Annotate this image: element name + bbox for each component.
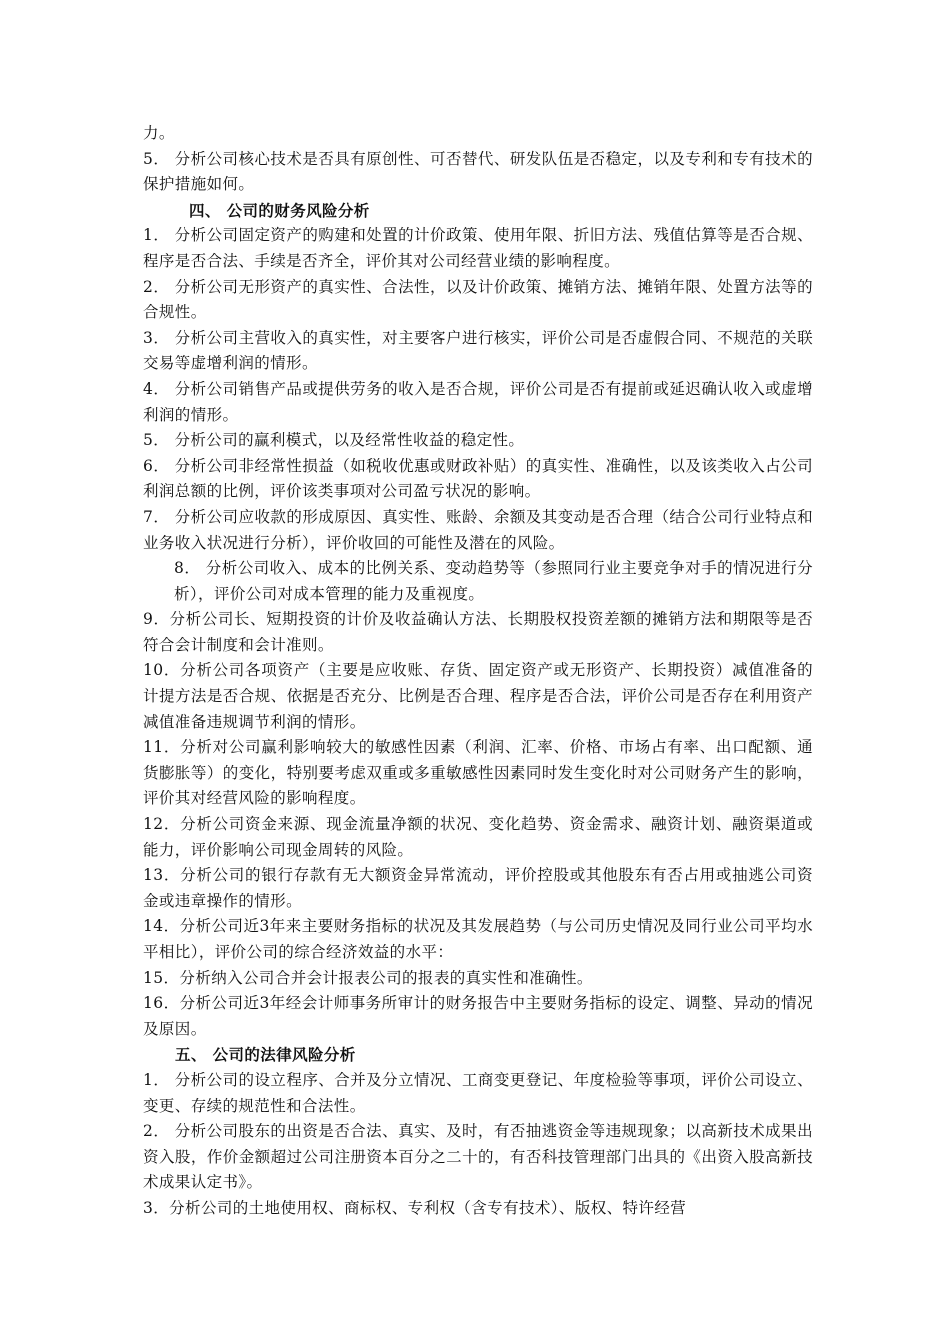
paragraph: 2． 分析公司无形资产的真实性、合法性，以及计价政策、摊销方法、摊销年限、处置方法等的合规性。 <box>143 277 813 322</box>
paragraph: 1． 分析公司固定资产的购建和处置的计价政策、使用年限、折旧方法、残值估算等是否合规、程序是否合法、手续是否齐全，评价其对公司经营业绩的影响程度。 <box>143 226 813 270</box>
paragraph: 12．分析公司资金来源、现金流量净额的状况、变化趋势、资金需求、融资计划、融资渠道或能力，评价影响公司现金周转的风险。 <box>143 815 813 859</box>
paragraph: 16．分析公司近3年经会计师事务所审计的财务报告中主要财务指标的设定、调整、异动的情况及原因。 <box>143 994 813 1038</box>
paragraph: 4． 分析公司销售产品或提供劳务的收入是否合规，评价公司是否有提前或延迟确认收入或虚增利润的情形。 <box>143 379 813 424</box>
paragraph: 6． 分析公司非经常性损益（如税收优惠或财政补贴）的真实性、准确性，以及该类收入占公司利润总额的比例，评价该类事项对公司盈亏状况的影响。 <box>143 456 813 501</box>
section-heading: 四、 公司的财务风险分析 <box>189 200 370 220</box>
paragraph: 2． 分析公司股东的出资是否合法、真实、及时，有否抽逃资金等违规现象；以高新技术成果出资入股，作价金额超过公司注册资本百分之二十的，有否科技管理部门出具的《出资入股高新技术成果认定书》。 <box>143 1122 813 1192</box>
section-heading: 五、 公司的法律风险分析 <box>175 1045 356 1065</box>
paragraph: 11．分析对公司赢利影响较大的敏感性因素（利润、汇率、价格、市场占有率、出口配额、通货膨胀等）的变化，特别要考虑双重或多重敏感性因素同时发生变化时对公司财务产生的影响，评价其对经营风险的影响程度。 <box>143 738 813 808</box>
paragraph: 5． 分析公司的赢利模式，以及经常性收益的稳定性。 <box>143 431 525 450</box>
paragraph: 3． 分析公司主营收入的真实性，对主要客户进行核实，评价公司是否虚假合同、不规范的关联交易等虚增利润的情形。 <box>143 328 813 373</box>
paragraph: 8． 分析公司收入、成本的比例关系、变动趋势等（参照同行业主要竞争对手的情况进行分析），评价公司对成本管理的能力及重视度。 <box>174 559 813 603</box>
paragraph: 力。 <box>143 124 175 142</box>
paragraph: 1． 分析公司的设立程序、合并及分立情况、工商变更登记、年度检验等事项，评价公司设立、变更、存续的规范性和合法性。 <box>143 1070 813 1115</box>
paragraph: 7． 分析公司应收款的形成原因、真实性、账龄、余额及其变动是否合理（结合公司行业特点和业务收入状况进行分析），评价收回的可能性及潜在的风险。 <box>143 507 813 552</box>
paragraph: 10．分析公司各项资产（主要是应收账、存货、固定资产或无形资产、长期投资）减值准备的计提方法是否合规、依据是否充分、比例是否合理、程序是否合法，评价公司是否存在利用资产减值准备违规调节利润的情形。 <box>143 661 813 731</box>
paragraph: 14．分析公司近3年来主要财务指标的状况及其发展趋势（与公司历史情况及同行业公司平均水平相比），评价公司的综合经济效益的水平： <box>143 917 813 961</box>
paragraph: 15．分析纳入公司合并会计报表公司的报表的真实性和准确性。 <box>143 968 593 987</box>
paragraph: 5． 分析公司核心技术是否具有原创性、可否替代、研发队伍是否稳定，以及专利和专有技术的保护措施如何。 <box>143 149 813 194</box>
paragraph: 13．分析公司的银行存款有无大额资金异常流动，评价控股或其他股东有否占用或抽逃公司资金或违章操作的情形。 <box>143 866 813 910</box>
paragraph: 3．分析公司的土地使用权、商标权、专利权（含专有技术）、版权、特许经营 <box>143 1198 687 1217</box>
paragraph: 9．分析公司长、短期投资的计价及收益确认方法、长期股权投资差额的摊销方法和期限等是否符合会计制度和会计准则。 <box>143 610 813 654</box>
document-body <box>143 121 813 1222</box>
